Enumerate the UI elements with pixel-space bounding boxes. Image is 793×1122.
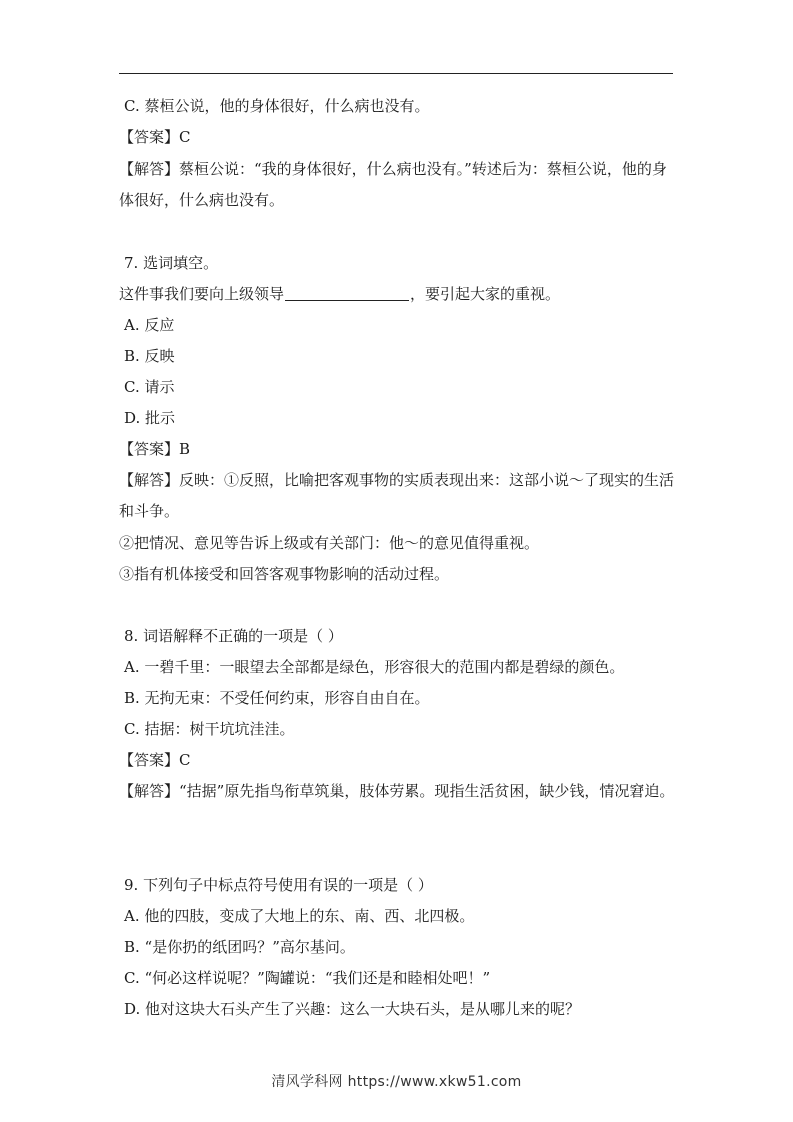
q8-option-b: B. 无拘无束：不受任何约束，形容自由自在。 <box>124 689 430 707</box>
q7-answer: 【答案】B <box>119 440 191 458</box>
q7-option-d: D. 批示 <box>124 409 176 427</box>
q6-answer: 【答案】C <box>119 128 191 146</box>
q9-option-c: C. “何必这样说呢？”陶罐说：“我们还是和睦相处吧！” <box>124 969 491 987</box>
q6-option-c: C. 蔡桓公说，他的身体很好，什么病也没有。 <box>124 97 430 115</box>
q7-sentence <box>119 284 560 304</box>
q7-sentence-after: ，要引起大家的重视。 <box>410 285 561 303</box>
q7-option-b: B. 反映 <box>124 347 175 365</box>
header-rule <box>119 73 673 74</box>
q8-explanation: 【解答】“拮据”原先指鸟衔草筑巢，肢体劳累。现指生活贫困，缺少钱，情况窘迫。 <box>119 782 675 800</box>
q7-option-a: A. 反应 <box>124 316 175 334</box>
q7-explanation-2: ②把情况、意见等告诉上级或有关部门：他～的意见值得重视。 <box>119 534 540 552</box>
q7-sentence-before: 这件事我们要向上级领导 <box>119 285 285 303</box>
q9-title: 9. 下列句子中标点符号使用有误的一项是（ ） <box>124 876 433 894</box>
q7-explanation-1: 【解答】反映：①反照，比喻把客观事物的实质表现出来：这部小说～了现实的生活和斗争。 <box>119 471 675 520</box>
q9-option-d: D. 他对这块大石头产生了兴趣：这么一大块石头，是从哪儿来的呢？ <box>124 1000 581 1018</box>
q8-answer: 【答案】C <box>119 751 191 769</box>
q8-option-a: A. 一碧千里：一眼望去全部都是绿色，形容很大的范围内都是碧绿的颜色。 <box>124 658 625 676</box>
q9-option-b: B. “是你扔的纸团吗？”高尔基问。 <box>124 938 355 956</box>
q9-option-a: A. 他的四肢，变成了大地上的东、南、西、北四极。 <box>124 907 475 925</box>
q8-title: 8. 词语解释不正确的一项是（ ） <box>124 627 343 645</box>
q7-option-c: C. 请示 <box>124 378 175 396</box>
q7-title: 7. 选词填空。 <box>124 254 219 272</box>
fill-blank <box>285 286 409 301</box>
q6-explanation: 【解答】蔡桓公说：“我的身体很好，什么病也没有。”转述后为：蔡桓公说，他的身体很好，什么病也没有。 <box>119 160 667 209</box>
q7-explanation-3: ③指有机体接受和回答客观事物影响的活动过程。 <box>119 565 450 583</box>
page-footer: 清风学科网 https://www.xkw51.com <box>271 1074 522 1090</box>
q8-option-c: C. 拮据：树干坑坑洼洼。 <box>124 720 295 738</box>
